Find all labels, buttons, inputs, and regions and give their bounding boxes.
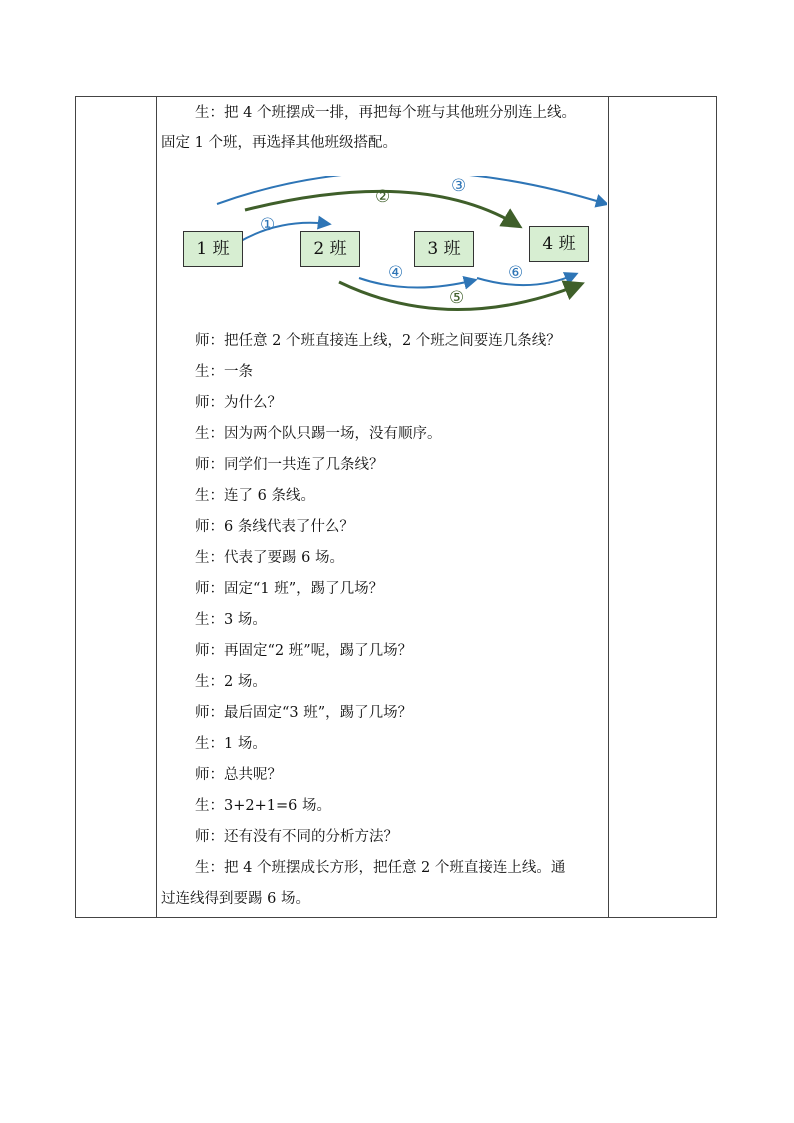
dialogue-line: 生：3 场。 <box>195 612 267 628</box>
dialogue-line: 生：一条 <box>195 364 253 380</box>
dialogue-line: 生：3+2+1=6 场。 <box>195 798 331 814</box>
label-4: ④ <box>388 263 404 283</box>
dialogue-line: 师：6 条线代表了什么？ <box>195 519 354 535</box>
class-box-2: 2 班 <box>300 231 360 267</box>
label-3: ③ <box>451 176 467 196</box>
dialogue-line: 师：把任意 2 个班直接连上线，2 个班之间要连几条线？ <box>195 333 561 349</box>
table-cell-right <box>608 96 717 918</box>
dialogue-line: 生：连了 6 条线。 <box>195 488 315 504</box>
dialogue-line: 生：1 场。 <box>195 736 267 752</box>
dialogue-line: 生：因为两个队只踢一场，没有顺序。 <box>195 426 442 442</box>
arrow-6 <box>477 274 576 285</box>
dialogue-line: 师：固定“1 班”，踢了几场？ <box>195 581 384 597</box>
paragraph-line: 过连线得到要踢 6 场。 <box>161 891 310 907</box>
class-box-1: 1 班 <box>183 231 243 267</box>
label-1: ① <box>260 215 276 235</box>
table-cell-left <box>75 96 156 918</box>
dialogue-line: 生：代表了要踢 6 场。 <box>195 550 344 566</box>
dialogue-line: 师：总共呢？ <box>195 767 282 783</box>
class-box-4: 4 班 <box>529 226 589 262</box>
dialogue-line: 师：同学们一共连了几条线？ <box>195 457 384 473</box>
dialogue-line: 师：为什么？ <box>195 395 282 411</box>
dialogue-line: 师：还有没有不同的分析方法？ <box>195 829 398 845</box>
dialogue-line: 师：最后固定“3 班”，踢了几场？ <box>195 705 413 721</box>
class-connection-diagram <box>161 176 607 318</box>
label-2: ② <box>375 187 391 207</box>
label-6: ⑥ <box>508 263 524 283</box>
paragraph-line: 生：把 4 个班摆成长方形，把任意 2 个班直接连上线。通 <box>195 860 566 876</box>
paragraph-line: 固定 1 个班，再选择其他班级搭配。 <box>161 135 397 151</box>
paragraph-line: 生：把 4 个班摆成一排，再把每个班与其他班分别连上线。 <box>195 105 576 121</box>
arrow-3 <box>217 176 607 204</box>
dialogue-line: 生：2 场。 <box>195 674 267 690</box>
label-5: ⑤ <box>449 288 465 308</box>
class-box-3: 3 班 <box>414 231 474 267</box>
lesson-table <box>75 96 717 918</box>
arrow-4 <box>359 278 475 288</box>
dialogue-line: 师：再固定“2 班”呢，踢了几场？ <box>195 643 413 659</box>
